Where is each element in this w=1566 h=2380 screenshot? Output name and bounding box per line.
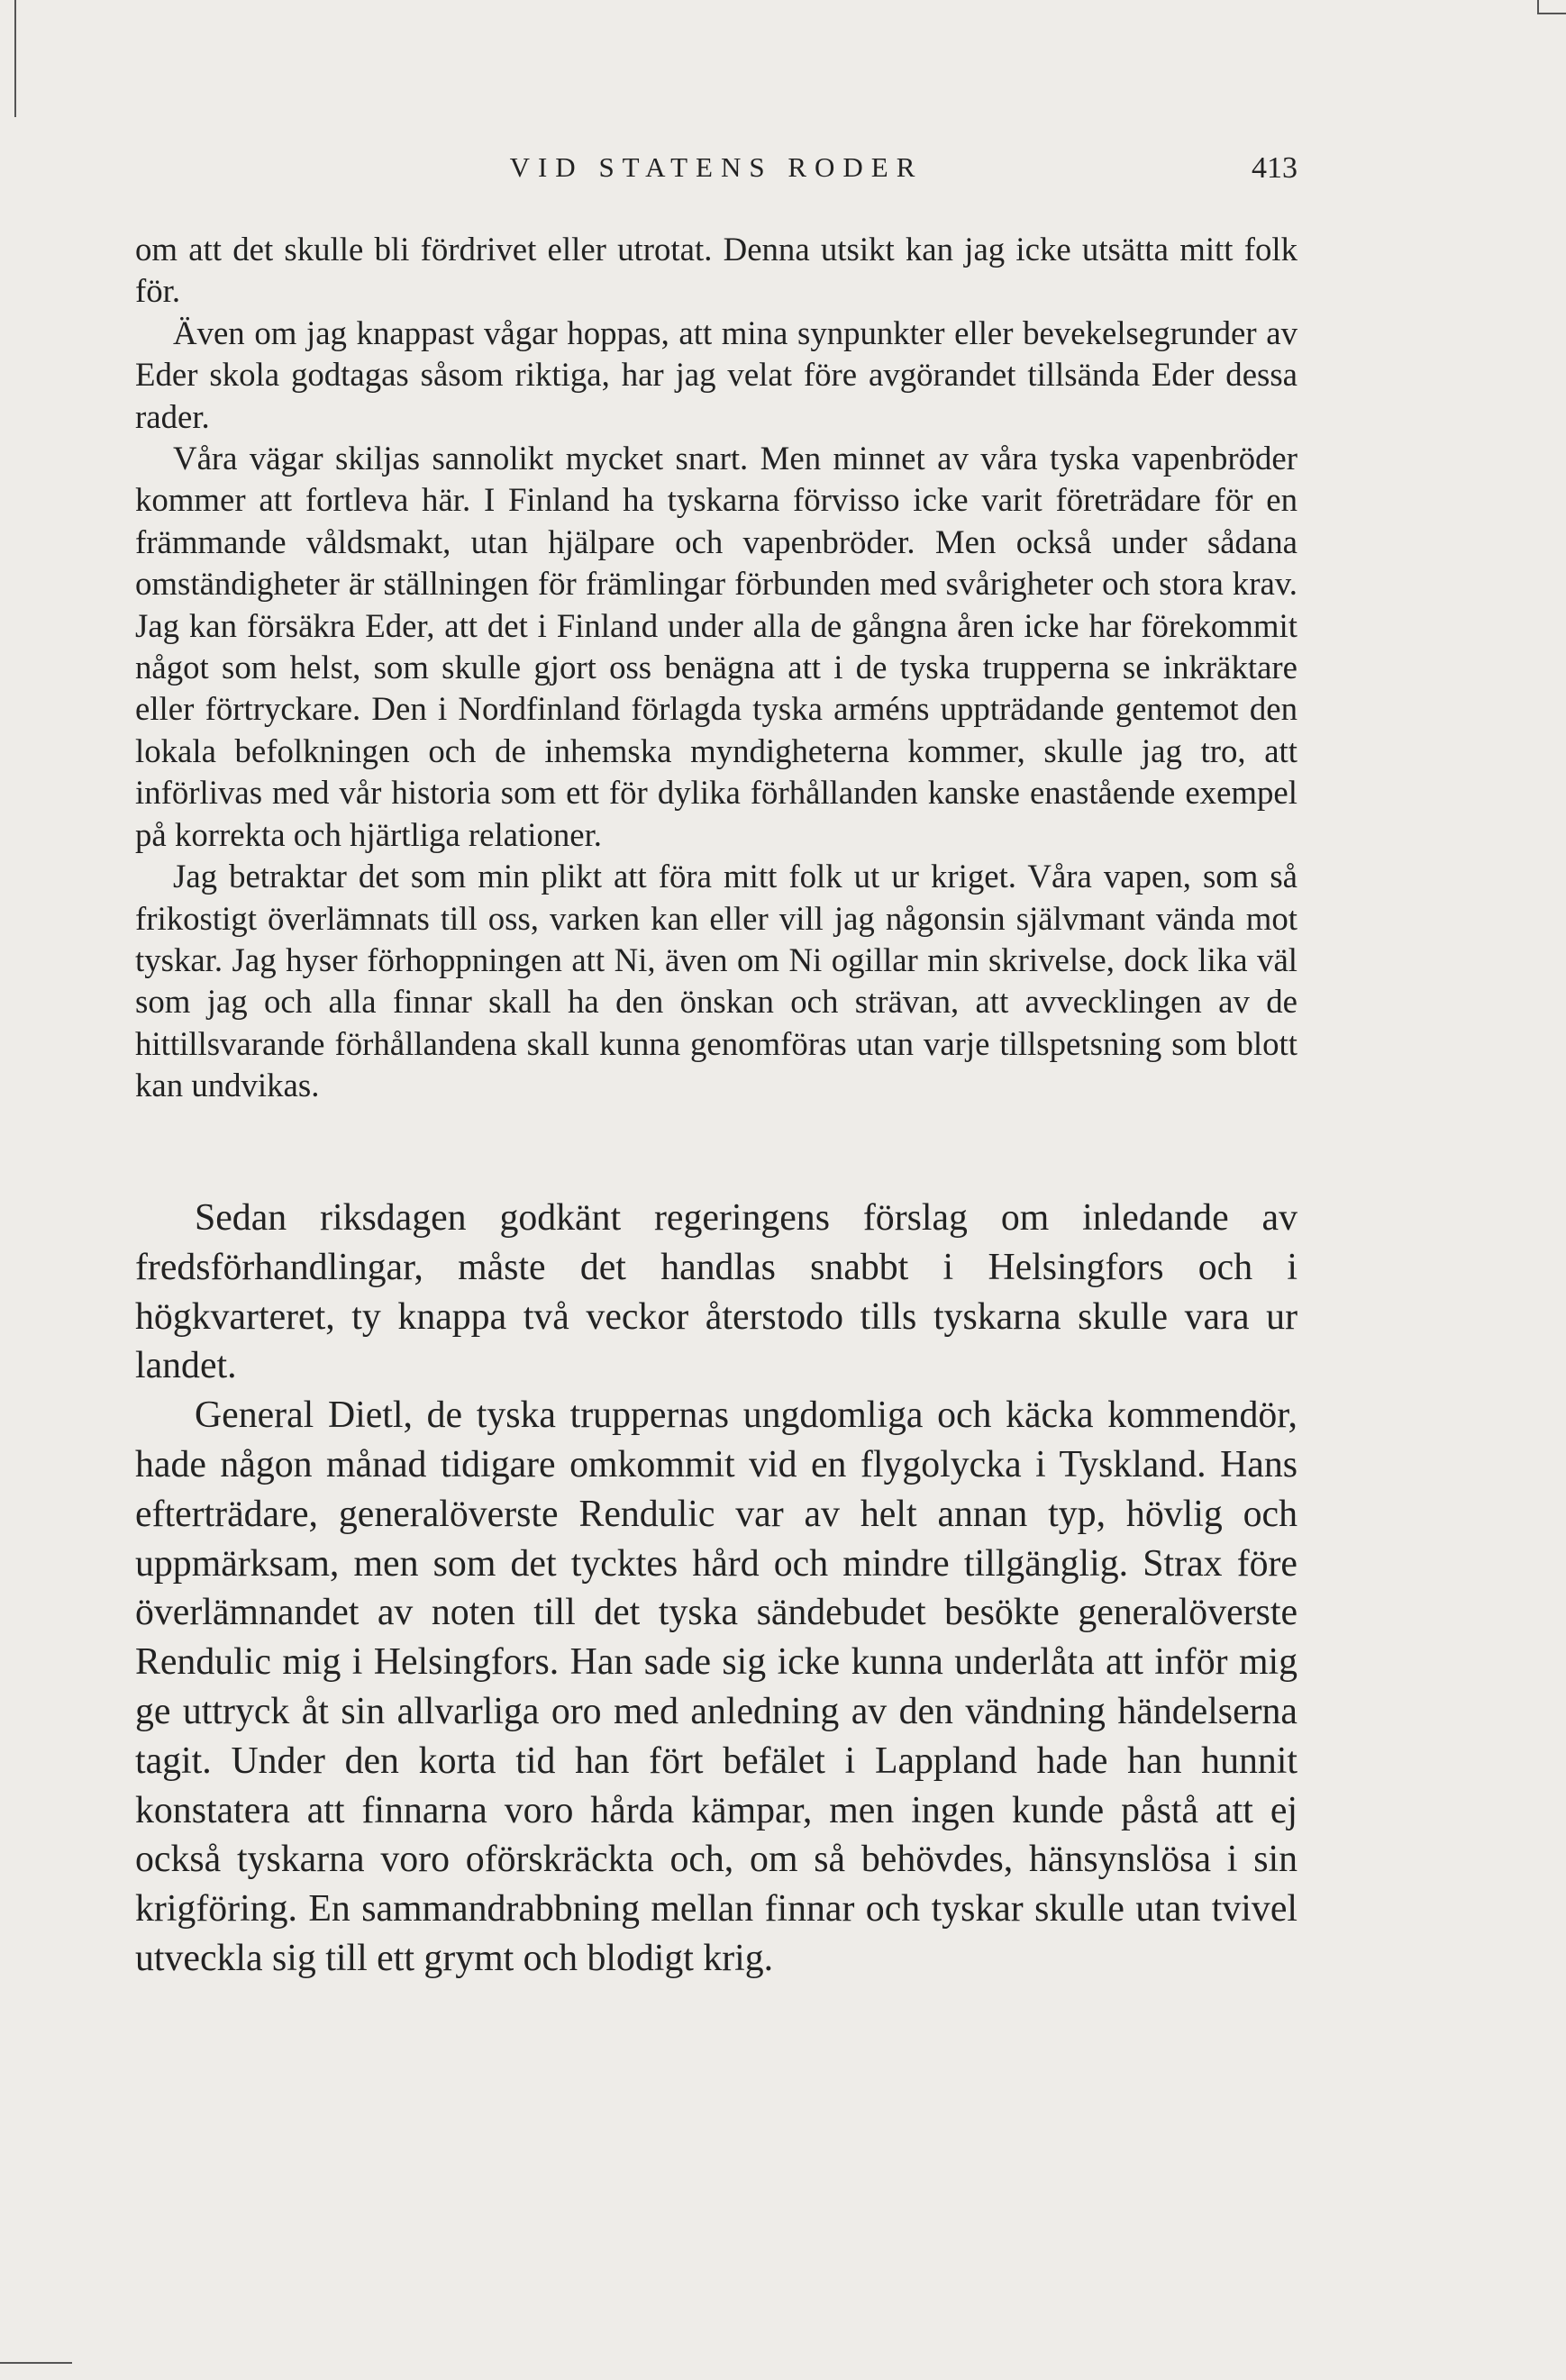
page-number: 413 xyxy=(1252,151,1297,185)
letter-paragraph: Jag betraktar det som min plikt att föra mitt folk ut ur kriget. Våra vapen, som så frikostigt överlämnats till oss, varken kan eller vill jag någonsin självmant vända mot tyskar. Jag hyser förhoppningen att Ni, även om Ni ogillar min skrivelse, dock lika väl som jag och alla finnar skall ha den önskan och strävan, att avvecklingen av de hittillsvarande förhållandena skall kunna genomföras utan varje tillspetsning som blott kan undvikas. xyxy=(135,858,1297,1104)
running-title: VID STATENS RODER xyxy=(509,151,924,183)
body-text xyxy=(135,1194,1297,1984)
body-paragraph: Sedan riksdagen godkänt regeringens förslag om inledande av fredsförhandlingar, måste det handlas snabbt i Helsingfors och i högkvarteret, ty knappa två veckor återstodo tills tyskarna skulle vara ur landet. xyxy=(135,1197,1297,1387)
scan-edge-top-right xyxy=(1537,0,1566,14)
quoted-letter xyxy=(135,229,1297,1107)
letter-paragraph: Även om jag knappast vågar hoppas, att mina synpunkter eller bevekelsegrunder av Eder skola godtagas såsom riktiga, har jag velat före avgörandet tillsända Eder dessa rader. xyxy=(135,313,1297,435)
scan-edge-left xyxy=(0,0,16,117)
body-paragraph: General Dietl, de tyska truppernas ungdomliga och käcka kommendör, hade någon månad tidigare omkommit vid en flygolycka i Tyskland. Hans efterträdare, generalöverste Rendulic var av helt annan typ, hövlig och uppmärksam, men som det tycktes hård och mindre tillgänglig. Strax före överlämnandet av noten till det tyska sändebudet besökte generalöverste Rendulic mig i Helsingfors. Han sade sig icke kunna underlåta att inför mig ge uttryck åt sin allvarliga oro med anledning av den vändning händelserna tagit. Under den korta tid han fört befälet i Lappland hade han hunnit konstatera att finnarna voro hårda kämpar, men ingen kunde påstå att ej också tyskarna voro oförskräckta och, om så behövdes, hänsynslösa i sin krigföring. En sammandrabbning mellan finnar och tyskar skulle utan tvivel utveckla sig till ett grymt och blodigt krig. xyxy=(135,1394,1297,1979)
letter-paragraph: om att det skulle bli fördrivet eller utrotat. Denna utsikt kan jag icke utsätta mitt folk för. xyxy=(135,231,1297,310)
letter-paragraph: Våra vägar skiljas sannolikt mycket snart. Men minnet av våra tyska vapenbröder kommer att fortleva här. I Finland ha tyskarna förvisso icke varit företrädare för en främmande våldsmakt, utan hjälpare och vapenbröder. Men också under sådana omständigheter är ställningen för främlingar förbunden med svårigheter och stora krav. Jag kan försäkra Eder, att det i Finland under alla de gångna åren icke har förekommit något som helst, som skulle gjort oss benägna att i de tyska trupperna se inkräktare eller förtryckare. Den i Nordfinland förlagda tyska arméns uppträdande gentemot den lokala befolkningen och de inhemska myndigheterna kommer, skulle jag tro, att införlivas med vår historia som ett för dylika förhållanden kanske enastående exempel på korrekta och hjärtliga relationer. xyxy=(135,440,1297,853)
running-head xyxy=(135,151,1297,196)
scan-edge-bottom-left xyxy=(0,2362,72,2380)
